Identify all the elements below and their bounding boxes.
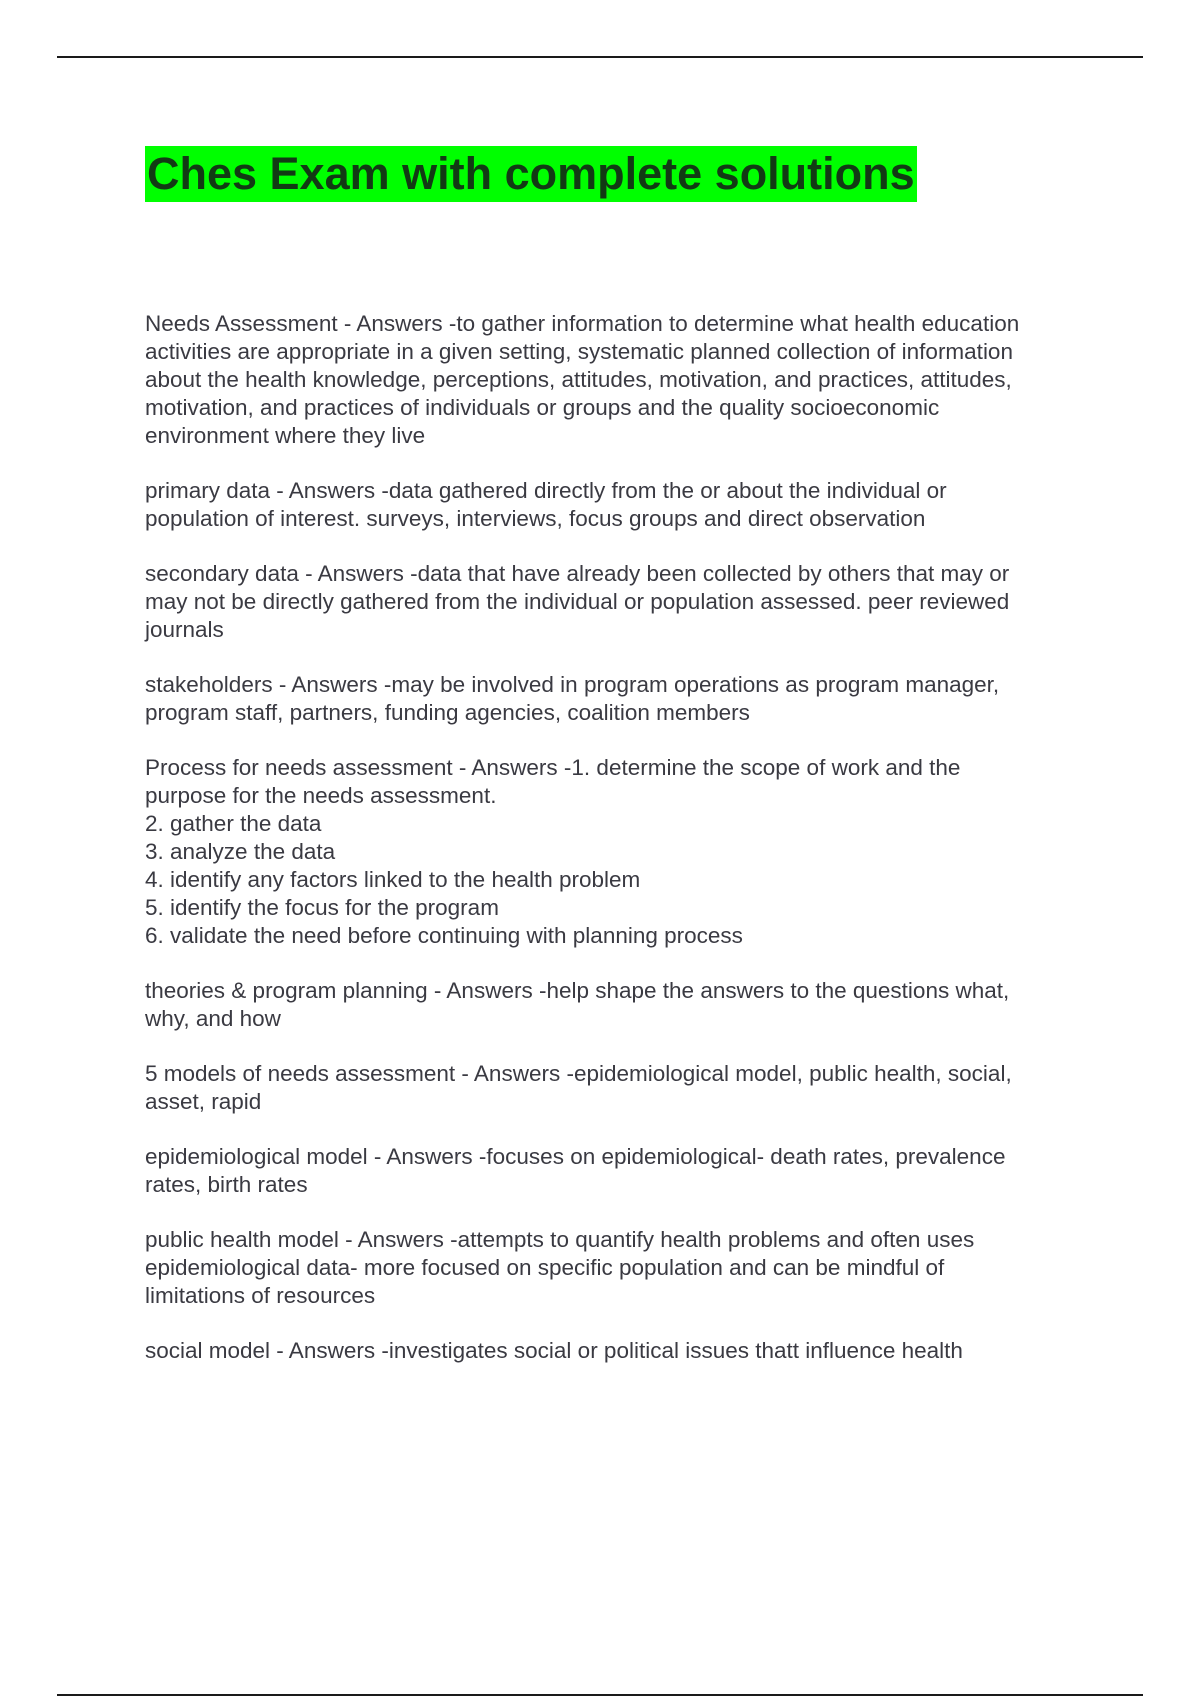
entry-line: primary data - Answers -data gathered directly from the or about the individual or — [145, 478, 947, 503]
title-block — [145, 146, 917, 202]
qa-entry-public-health-model — [145, 1226, 1145, 1310]
qa-entries — [145, 310, 1145, 1392]
entry-line: program staff, partners, funding agencies, coalition members — [145, 700, 750, 725]
entry-line: may not be directly gathered from the individual or population assessed. peer reviewed — [145, 589, 1010, 614]
entry-line: 3. analyze the data — [145, 839, 336, 864]
entry-line: limitations of resources — [145, 1283, 376, 1308]
entry-line: why, and how — [145, 1006, 281, 1031]
qa-entry-needs-assessment — [145, 310, 1145, 450]
entry-line: public health model - Answers -attempts to quantify health problems and often uses — [145, 1227, 975, 1252]
bottom-rule — [57, 1694, 1143, 1696]
qa-entry-secondary-data — [145, 560, 1145, 644]
entry-line: purpose for the needs assessment. — [145, 783, 497, 808]
entry-line: environment where they live — [145, 423, 426, 448]
qa-entry-stakeholders — [145, 671, 1145, 727]
entry-line: rates, birth rates — [145, 1172, 308, 1197]
entry-line: 2. gather the data — [145, 811, 322, 836]
qa-entry-process-needs-assessment — [145, 754, 1145, 950]
entry-line: theories & program planning - Answers -help shape the answers to the questions what, — [145, 978, 1010, 1003]
entry-line: Needs Assessment - Answers -to gather information to determine what health education — [145, 311, 1020, 336]
qa-entry-epidemiological-model — [145, 1143, 1145, 1199]
qa-entry-theories-program-planning — [145, 977, 1145, 1033]
entry-line: activities are appropriate in a given setting, systematic planned collection of information — [145, 339, 1013, 364]
entry-line: motivation, and practices of individuals or groups and the quality socioeconomic — [145, 395, 940, 420]
entry-line: about the health knowledge, perceptions, attitudes, motivation, and practices, attitudes, — [145, 367, 1012, 392]
entry-line: epidemiological data- more focused on specific population and can be mindful of — [145, 1255, 945, 1280]
entry-line: 5. identify the focus for the program — [145, 895, 499, 920]
entry-line: social model - Answers -investigates social or political issues thatt influence health — [145, 1338, 963, 1363]
top-rule — [57, 56, 1143, 58]
qa-entry-primary-data — [145, 477, 1145, 533]
entry-line: secondary data - Answers -data that have already been collected by others that may or — [145, 561, 1010, 586]
entry-line: epidemiological model - Answers -focuses on epidemiological- death rates, prevalence — [145, 1144, 1006, 1169]
entry-line: Process for needs assessment - Answers -1. determine the scope of work and the — [145, 755, 961, 780]
entry-line: asset, rapid — [145, 1089, 262, 1114]
entry-line: population of interest. surveys, interviews, focus groups and direct observation — [145, 506, 926, 531]
entry-line: journals — [145, 617, 224, 642]
qa-entry-social-model — [145, 1337, 1145, 1365]
entry-line: 6. validate the need before continuing with planning process — [145, 923, 743, 948]
entry-line: 4. identify any factors linked to the health problem — [145, 867, 641, 892]
qa-entry-five-models — [145, 1060, 1145, 1116]
entry-line: 5 models of needs assessment - Answers -epidemiological model, public health, social, — [145, 1061, 1012, 1086]
entry-line: stakeholders - Answers -may be involved in program operations as program manager, — [145, 672, 1000, 697]
document-title: Ches Exam with complete solutions — [145, 146, 917, 202]
